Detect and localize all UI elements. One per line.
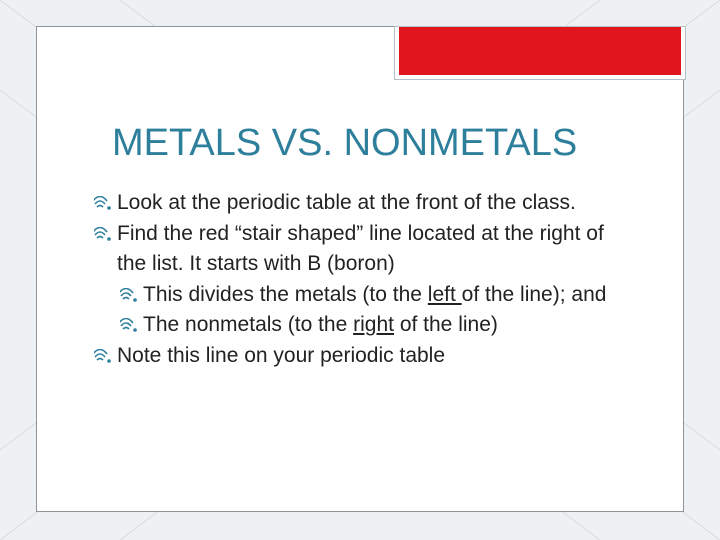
underlined-word: left bbox=[427, 282, 462, 306]
slide-title: METALS VS. NONMETALS bbox=[112, 122, 578, 164]
bullet-item-4 bbox=[90, 310, 610, 341]
bullet-text: Look at the periodic table at the front of the class. bbox=[117, 191, 576, 214]
underlined-word: right bbox=[353, 313, 394, 336]
bullet-text: Find the red “stair shaped” line located at the right of the list. It starts with B (boron) bbox=[117, 221, 604, 275]
wifi-signal-icon bbox=[94, 196, 112, 210]
bullet-text-after: of the line); and bbox=[461, 282, 607, 306]
wifi-signal-icon bbox=[120, 288, 138, 302]
bullet-item-5 bbox=[90, 341, 610, 372]
bullet-text-before: This divides the metals (to the bbox=[143, 282, 428, 306]
wifi-signal-icon bbox=[94, 349, 112, 363]
bullet-text: Note this line on your periodic table bbox=[117, 343, 446, 367]
bullet-item-2 bbox=[90, 219, 610, 280]
bullet-text-before: The nonmetals (to the bbox=[143, 313, 354, 336]
wifi-signal-icon bbox=[94, 227, 112, 241]
bullet-item-1 bbox=[90, 188, 610, 219]
bullet-list bbox=[90, 188, 610, 371]
wifi-signal-icon bbox=[120, 318, 138, 332]
bullet-item-3 bbox=[90, 280, 610, 311]
accent-tab bbox=[395, 27, 685, 79]
bullet-text-after: of the line) bbox=[393, 313, 498, 336]
